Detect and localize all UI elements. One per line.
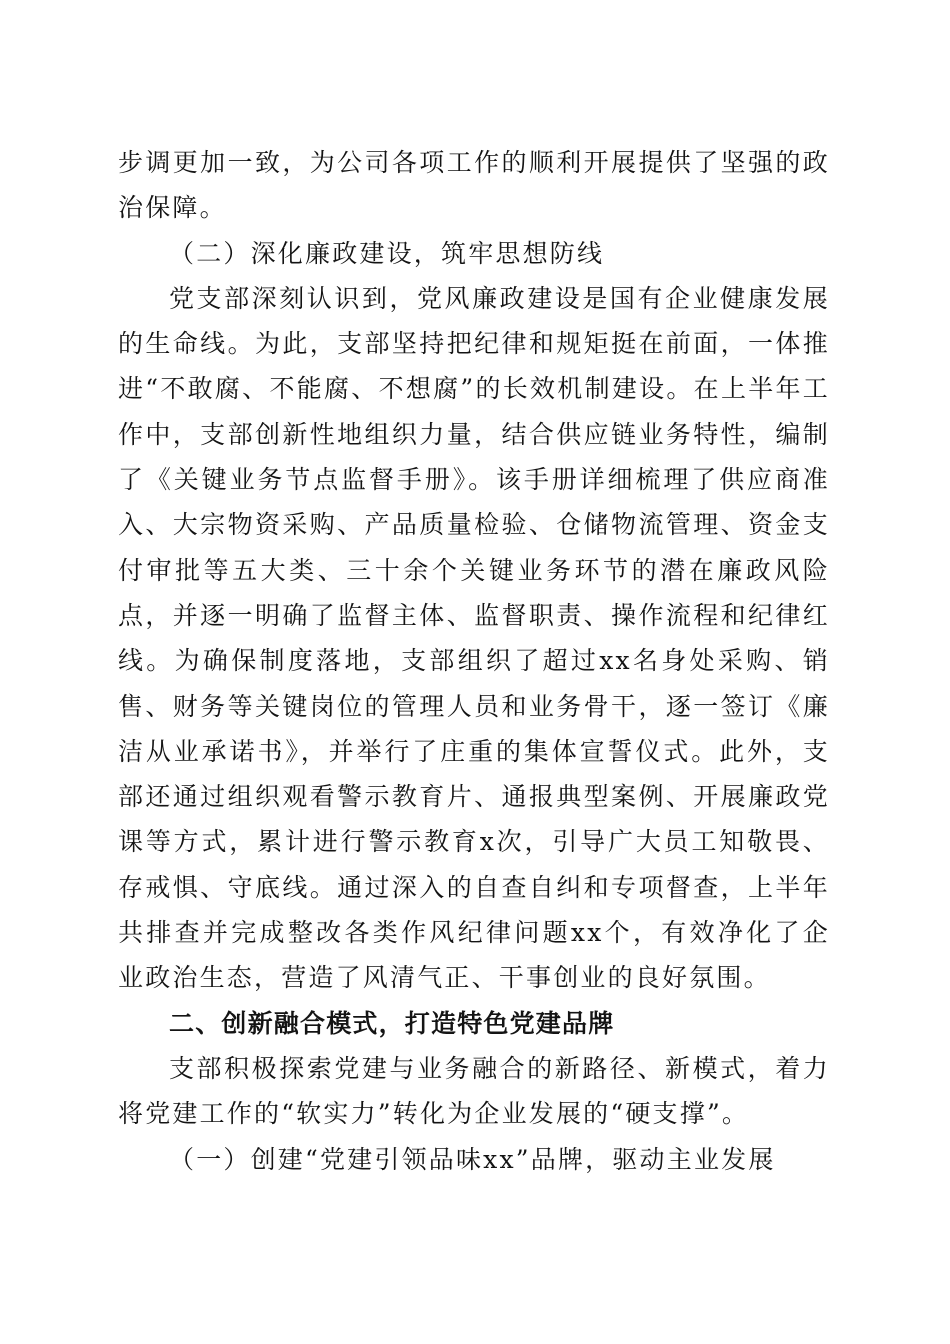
section-heading-innovation: 二、创新融合模式，打造特色党建品牌 [169, 1008, 615, 1038]
paragraph-integrity: 党支部深刻认识到，党风廉政建设是国有企业健康发展的生命线。为此，支部坚持把纪律和规矩挺在前面，一体推进“不敢腐、不能腐、不想腐”的长效机制建设。在上半年工作中，支部创新性地组织力量，结合供应链业务特性，编制了《关键业务节点监督手册》。该手册详细梳理了供应商准入、大宗物资采购、产品质量检验、仓储物流管理、资金支付审批等五大类、三十余个关键业务环节的潜在廉政风险点，并逐一明确了监督主体、监督职责、操作流程和纪律红线。为确保制度落地，支部组织了超过xx名身处采购、销售、财务等关键岗位的管理人员和业务骨干，逐一签订《廉洁从业承诺书》，并举行了庄重的集体宣誓仪式。此外，支部还通过组织观看警示教育片、通报典型案例、开展廉政党课等方式，累计进行警示教育x次，引导广大员工知敬畏、存戒惧、守底线。通过深入的自查自纠和专项督查，上半年共排查并完成整改各类作风纪律问题xx个，有效净化了企业政治生态，营造了风清气正、干事创业的良好氛围。 [118, 283, 830, 993]
continuation-paragraph: 步调更加一致，为公司各项工作的顺利开展提供了坚强的政治保障。 [118, 148, 830, 223]
paragraph-innovation: 支部积极探索党建与业务融合的新路径、新模式，着力将党建工作的“软实力”转化为企业发展的“硬支撑”。 [118, 1053, 830, 1129]
subheading-integrity: （二）深化廉政建设，筑牢思想防线 [169, 238, 605, 268]
document-body [118, 140, 830, 1182]
subheading-brand: （一）创建“党建引领品味xx”品牌，驱动主业发展 [169, 1144, 776, 1174]
